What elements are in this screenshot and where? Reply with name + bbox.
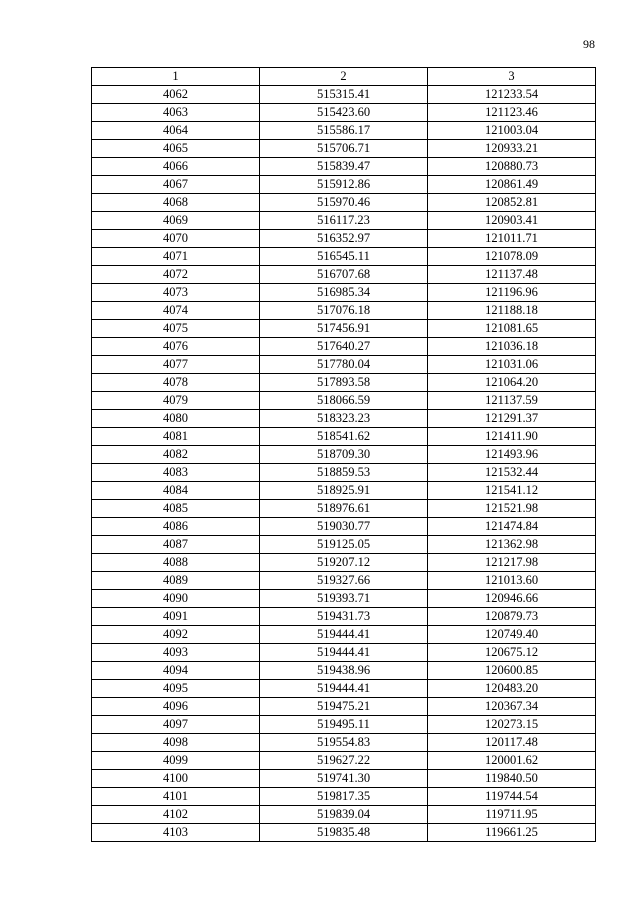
table-cell: 4081 bbox=[92, 428, 260, 446]
table-cell: 121362.98 bbox=[428, 536, 596, 554]
table-cell: 121541.12 bbox=[428, 482, 596, 500]
table-cell: 120273.15 bbox=[428, 716, 596, 734]
table-cell: 515423.60 bbox=[260, 104, 428, 122]
table-cell: 121064.20 bbox=[428, 374, 596, 392]
table-row bbox=[92, 752, 596, 770]
table-cell: 4092 bbox=[92, 626, 260, 644]
table-cell: 121137.48 bbox=[428, 266, 596, 284]
table-cell: 4074 bbox=[92, 302, 260, 320]
table-cell: 120852.81 bbox=[428, 194, 596, 212]
table-cell: 120861.49 bbox=[428, 176, 596, 194]
table-row bbox=[92, 572, 596, 590]
table-cell: 4101 bbox=[92, 788, 260, 806]
table-cell: 120749.40 bbox=[428, 626, 596, 644]
table-cell: 120933.21 bbox=[428, 140, 596, 158]
table-cell: 515970.46 bbox=[260, 194, 428, 212]
table-cell: 121011.71 bbox=[428, 230, 596, 248]
table-cell: 515839.47 bbox=[260, 158, 428, 176]
table-row bbox=[92, 590, 596, 608]
table-cell: 120117.48 bbox=[428, 734, 596, 752]
column-header: 3 bbox=[428, 68, 596, 86]
table-row bbox=[92, 356, 596, 374]
table-cell: 4090 bbox=[92, 590, 260, 608]
table-cell: 4091 bbox=[92, 608, 260, 626]
table-cell: 518541.62 bbox=[260, 428, 428, 446]
table-row bbox=[92, 176, 596, 194]
table-row bbox=[92, 734, 596, 752]
table-cell: 121081.65 bbox=[428, 320, 596, 338]
table-cell: 121474.84 bbox=[428, 518, 596, 536]
coordinates-table bbox=[91, 67, 596, 842]
table-cell: 121493.96 bbox=[428, 446, 596, 464]
column-header: 1 bbox=[92, 68, 260, 86]
table-cell: 4071 bbox=[92, 248, 260, 266]
table-cell: 4062 bbox=[92, 86, 260, 104]
table-cell: 518925.91 bbox=[260, 482, 428, 500]
table-cell: 4075 bbox=[92, 320, 260, 338]
table-row bbox=[92, 806, 596, 824]
table-cell: 121188.18 bbox=[428, 302, 596, 320]
table-cell: 4088 bbox=[92, 554, 260, 572]
table-row bbox=[92, 428, 596, 446]
table-cell: 519627.22 bbox=[260, 752, 428, 770]
table-row bbox=[92, 554, 596, 572]
table-cell: 517780.04 bbox=[260, 356, 428, 374]
table-row bbox=[92, 788, 596, 806]
table-row bbox=[92, 518, 596, 536]
table-row bbox=[92, 698, 596, 716]
table-cell: 518709.30 bbox=[260, 446, 428, 464]
table-cell: 515706.71 bbox=[260, 140, 428, 158]
table-cell: 516352.97 bbox=[260, 230, 428, 248]
table-cell: 121217.98 bbox=[428, 554, 596, 572]
table-cell: 519835.48 bbox=[260, 824, 428, 842]
table-row bbox=[92, 410, 596, 428]
table-cell: 4086 bbox=[92, 518, 260, 536]
table-cell: 517640.27 bbox=[260, 338, 428, 356]
table-row bbox=[92, 338, 596, 356]
table-cell: 4100 bbox=[92, 770, 260, 788]
table-cell: 518859.53 bbox=[260, 464, 428, 482]
table-cell: 519327.66 bbox=[260, 572, 428, 590]
table-cell: 4093 bbox=[92, 644, 260, 662]
table-cell: 4087 bbox=[92, 536, 260, 554]
table-cell: 120367.34 bbox=[428, 698, 596, 716]
table-cell: 516117.23 bbox=[260, 212, 428, 230]
table-cell: 119744.54 bbox=[428, 788, 596, 806]
table-cell: 4068 bbox=[92, 194, 260, 212]
table-cell: 4063 bbox=[92, 104, 260, 122]
table-cell: 4064 bbox=[92, 122, 260, 140]
table-cell: 121123.46 bbox=[428, 104, 596, 122]
table-cell: 121036.18 bbox=[428, 338, 596, 356]
table-cell: 4079 bbox=[92, 392, 260, 410]
table-cell: 4067 bbox=[92, 176, 260, 194]
table-cell: 4069 bbox=[92, 212, 260, 230]
table-cell: 519125.05 bbox=[260, 536, 428, 554]
table-row bbox=[92, 392, 596, 410]
table-cell: 119661.25 bbox=[428, 824, 596, 842]
table-row bbox=[92, 770, 596, 788]
table-cell: 120880.73 bbox=[428, 158, 596, 176]
table-row bbox=[92, 230, 596, 248]
table-row bbox=[92, 680, 596, 698]
table-cell: 4089 bbox=[92, 572, 260, 590]
table-cell: 121078.09 bbox=[428, 248, 596, 266]
table-cell: 121013.60 bbox=[428, 572, 596, 590]
table-cell: 519741.30 bbox=[260, 770, 428, 788]
table-cell: 516707.68 bbox=[260, 266, 428, 284]
table-cell: 4065 bbox=[92, 140, 260, 158]
table-cell: 4080 bbox=[92, 410, 260, 428]
page-number: 98 bbox=[583, 37, 595, 51]
table-row bbox=[92, 482, 596, 500]
table-row bbox=[92, 464, 596, 482]
table-row bbox=[92, 302, 596, 320]
table-row bbox=[92, 104, 596, 122]
table-cell: 4102 bbox=[92, 806, 260, 824]
table-cell: 121233.54 bbox=[428, 86, 596, 104]
table-row bbox=[92, 500, 596, 518]
table-row bbox=[92, 86, 596, 104]
table-cell: 121003.04 bbox=[428, 122, 596, 140]
table-row bbox=[92, 284, 596, 302]
table-cell: 519393.71 bbox=[260, 590, 428, 608]
table-cell: 519554.83 bbox=[260, 734, 428, 752]
table-cell: 517076.18 bbox=[260, 302, 428, 320]
table-cell: 4066 bbox=[92, 158, 260, 176]
table-row bbox=[92, 536, 596, 554]
table-row bbox=[92, 158, 596, 176]
table-cell: 4083 bbox=[92, 464, 260, 482]
table-row bbox=[92, 446, 596, 464]
table-cell: 518323.23 bbox=[260, 410, 428, 428]
table-cell: 519475.21 bbox=[260, 698, 428, 716]
table-cell: 515586.17 bbox=[260, 122, 428, 140]
table-row bbox=[92, 716, 596, 734]
table-cell: 121196.96 bbox=[428, 284, 596, 302]
table-cell: 519444.41 bbox=[260, 680, 428, 698]
table-row bbox=[92, 644, 596, 662]
table-row bbox=[92, 266, 596, 284]
table-cell: 519431.73 bbox=[260, 608, 428, 626]
table-cell: 119711.95 bbox=[428, 806, 596, 824]
table-cell: 516985.34 bbox=[260, 284, 428, 302]
table-cell: 120903.41 bbox=[428, 212, 596, 230]
table-cell: 4097 bbox=[92, 716, 260, 734]
table-cell: 519444.41 bbox=[260, 644, 428, 662]
table-cell: 4096 bbox=[92, 698, 260, 716]
table-cell: 121137.59 bbox=[428, 392, 596, 410]
table-cell: 519839.04 bbox=[260, 806, 428, 824]
table-cell: 4070 bbox=[92, 230, 260, 248]
table-row bbox=[92, 194, 596, 212]
table-cell: 515912.86 bbox=[260, 176, 428, 194]
table-cell: 4073 bbox=[92, 284, 260, 302]
table-cell: 4099 bbox=[92, 752, 260, 770]
table-cell: 4072 bbox=[92, 266, 260, 284]
table-row bbox=[92, 608, 596, 626]
table-row bbox=[92, 320, 596, 338]
table-cell: 121521.98 bbox=[428, 500, 596, 518]
table-cell: 519817.35 bbox=[260, 788, 428, 806]
table-row bbox=[92, 662, 596, 680]
table-row bbox=[92, 140, 596, 158]
table-cell: 4095 bbox=[92, 680, 260, 698]
table-row bbox=[92, 122, 596, 140]
table-cell: 518976.61 bbox=[260, 500, 428, 518]
table-cell: 4084 bbox=[92, 482, 260, 500]
table-cell: 4077 bbox=[92, 356, 260, 374]
table-row bbox=[92, 626, 596, 644]
table-cell: 4082 bbox=[92, 446, 260, 464]
table-header-row bbox=[92, 68, 596, 86]
table-cell: 518066.59 bbox=[260, 392, 428, 410]
table-cell: 517893.58 bbox=[260, 374, 428, 392]
table-row bbox=[92, 248, 596, 266]
table-cell: 4103 bbox=[92, 824, 260, 842]
table-cell: 120675.12 bbox=[428, 644, 596, 662]
column-header: 2 bbox=[260, 68, 428, 86]
table-row bbox=[92, 824, 596, 842]
table-cell: 120483.20 bbox=[428, 680, 596, 698]
table-cell: 121532.44 bbox=[428, 464, 596, 482]
table-cell: 519495.11 bbox=[260, 716, 428, 734]
table-cell: 121291.37 bbox=[428, 410, 596, 428]
table-cell: 121031.06 bbox=[428, 356, 596, 374]
table-cell: 519444.41 bbox=[260, 626, 428, 644]
table-cell: 519030.77 bbox=[260, 518, 428, 536]
table-cell: 120879.73 bbox=[428, 608, 596, 626]
table-cell: 519207.12 bbox=[260, 554, 428, 572]
table-cell: 119840.50 bbox=[428, 770, 596, 788]
table-cell: 121411.90 bbox=[428, 428, 596, 446]
table-cell: 4085 bbox=[92, 500, 260, 518]
table-cell: 120001.62 bbox=[428, 752, 596, 770]
table-cell: 519438.96 bbox=[260, 662, 428, 680]
table-cell: 515315.41 bbox=[260, 86, 428, 104]
table-cell: 4076 bbox=[92, 338, 260, 356]
table-cell: 4078 bbox=[92, 374, 260, 392]
table-body bbox=[92, 86, 596, 842]
table-cell: 4094 bbox=[92, 662, 260, 680]
table-cell: 4098 bbox=[92, 734, 260, 752]
table-cell: 517456.91 bbox=[260, 320, 428, 338]
table-cell: 516545.11 bbox=[260, 248, 428, 266]
table-cell: 120946.66 bbox=[428, 590, 596, 608]
table-row bbox=[92, 212, 596, 230]
table-row bbox=[92, 374, 596, 392]
table-cell: 120600.85 bbox=[428, 662, 596, 680]
